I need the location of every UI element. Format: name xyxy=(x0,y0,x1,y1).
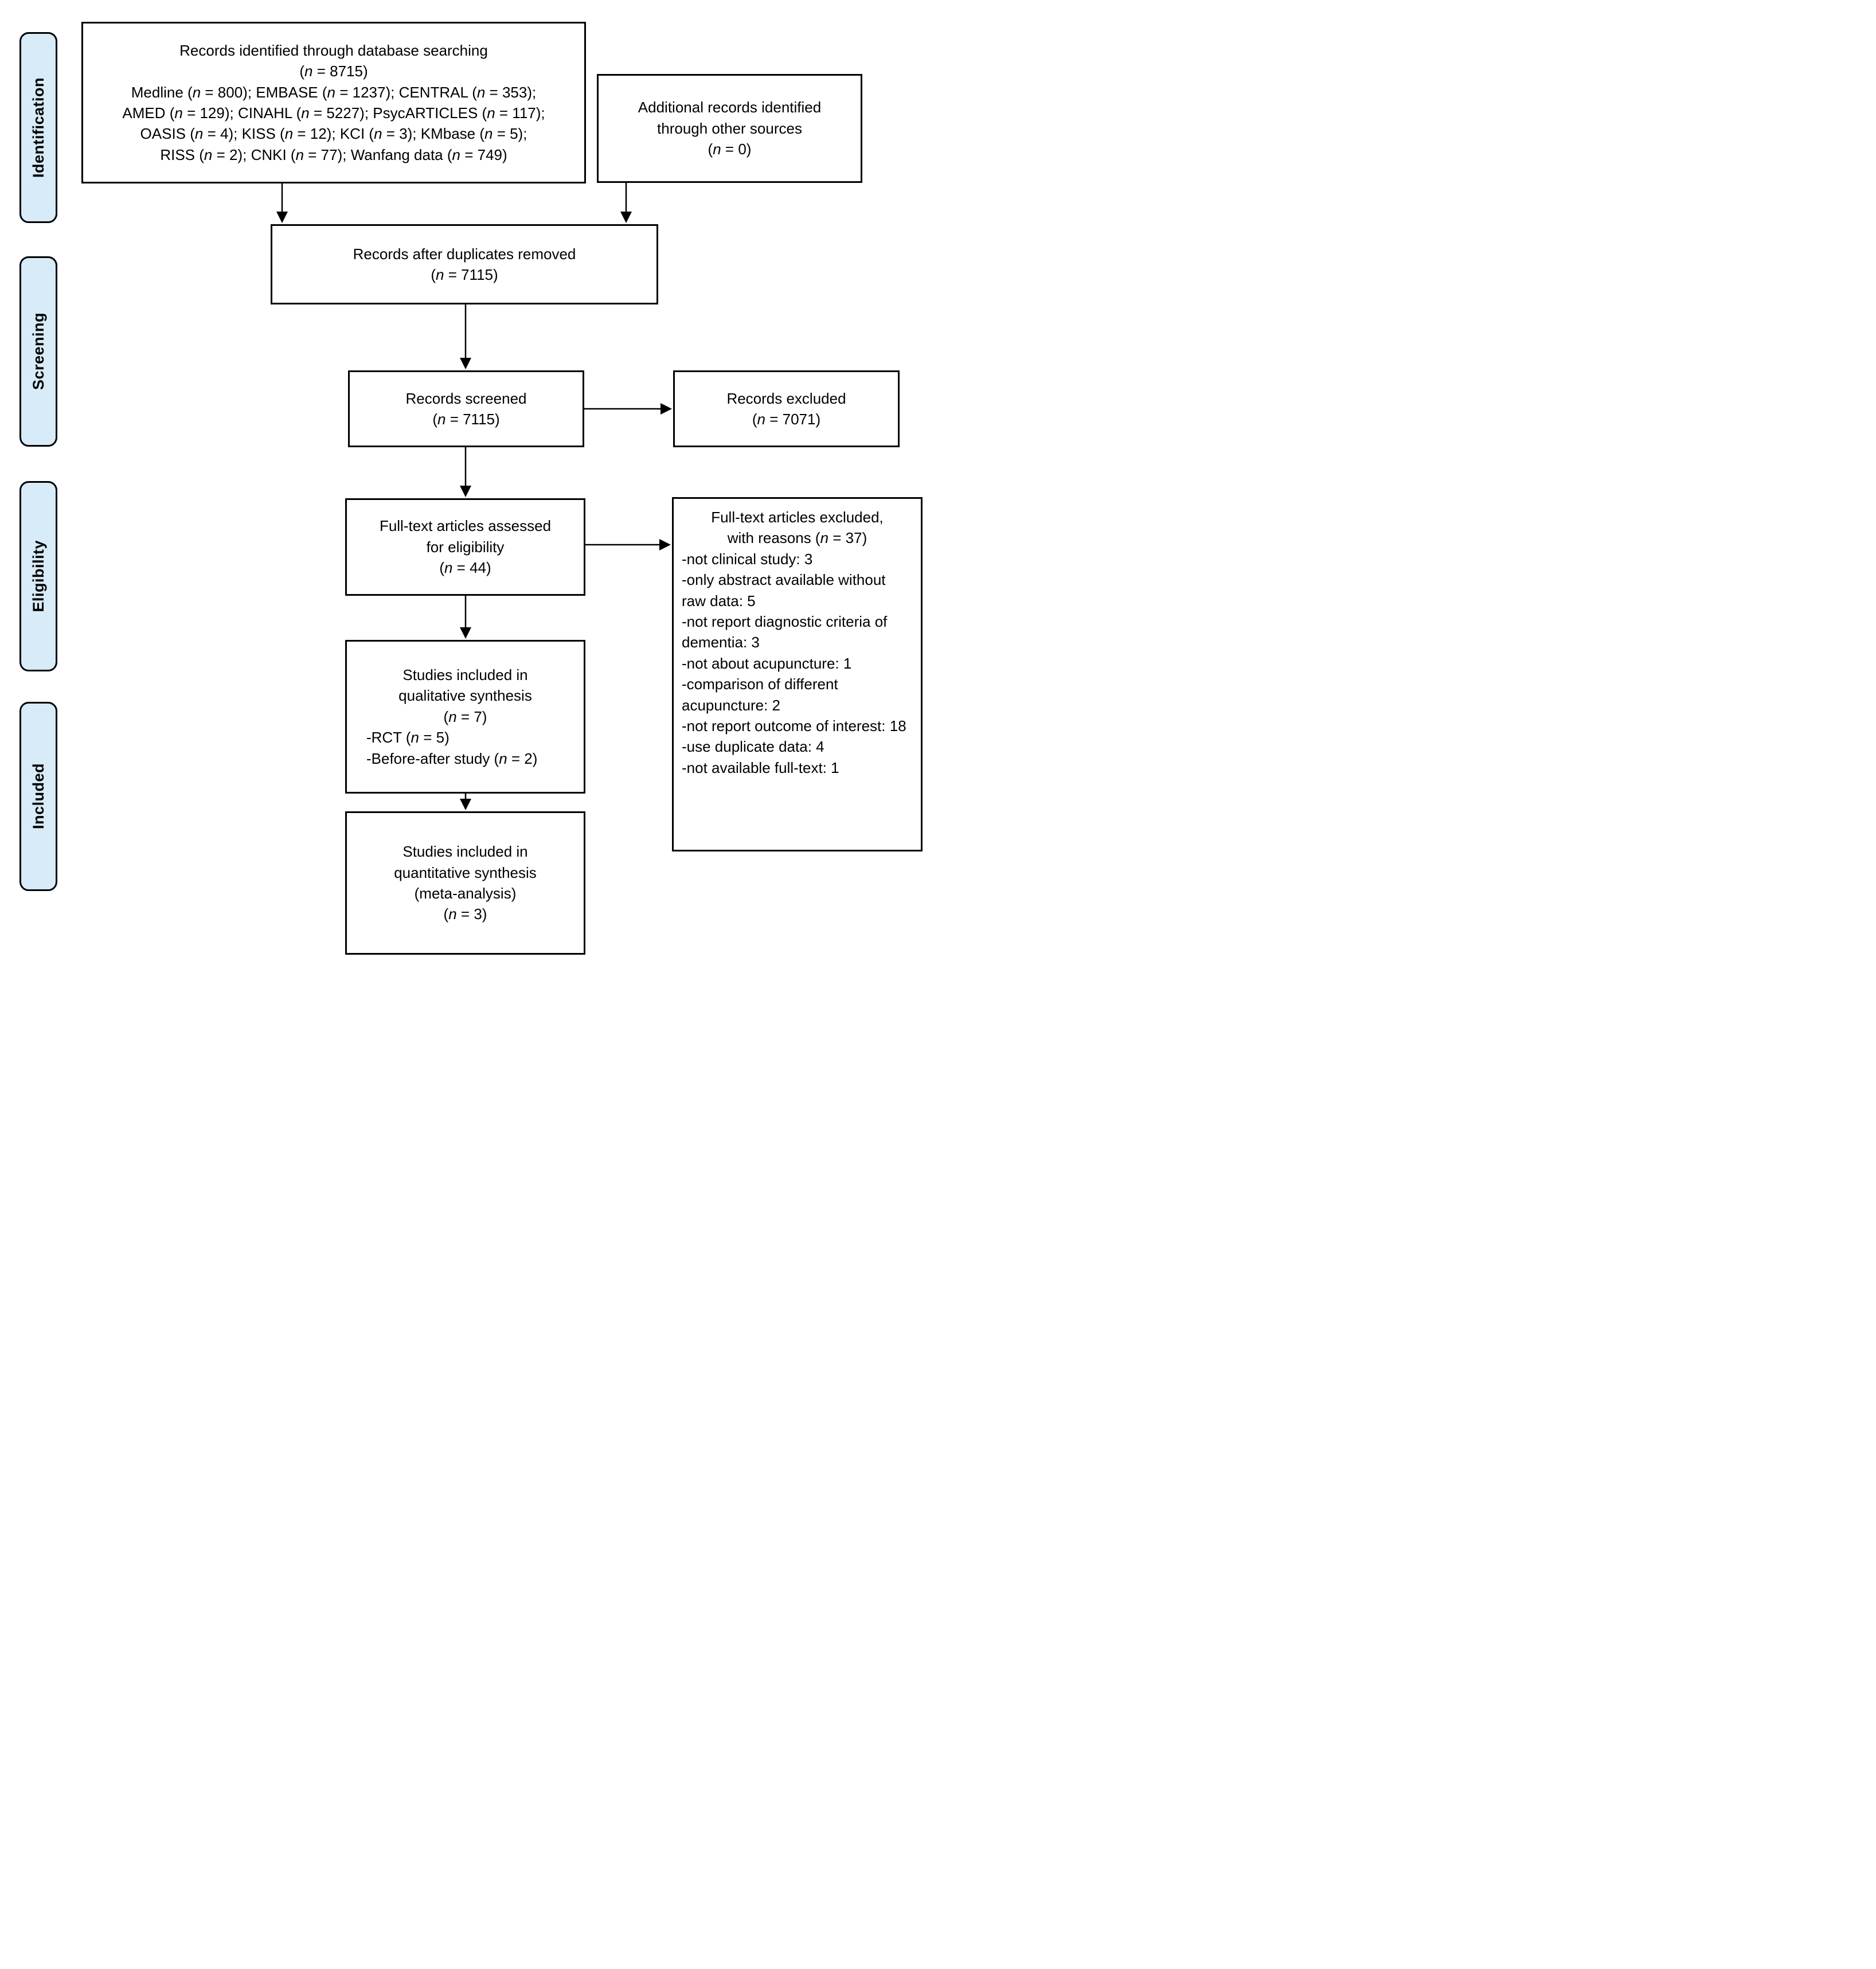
stage-label-text: Included xyxy=(29,763,47,830)
exclusion-reason: -not available full-text: 1 xyxy=(682,759,839,776)
exclusion-reason: -not clinical study: 3 xyxy=(682,550,813,568)
text-line: (n = 0) xyxy=(708,140,752,158)
exclusion-reason: -not report diagnostic criteria of dementia: 3 xyxy=(682,612,888,651)
text-line: Records excluded xyxy=(726,389,846,407)
exclusion-reason: -use duplicate data: 4 xyxy=(682,738,824,756)
text-line: for eligibility xyxy=(426,538,505,556)
box-records-identified xyxy=(81,22,586,183)
text-line: through other sources xyxy=(657,119,802,137)
text-line: Studies included in xyxy=(402,843,528,861)
box-duplicates-removed xyxy=(271,224,658,304)
text-line: Records identified through database searching xyxy=(179,41,488,59)
prisma-flow-diagram xyxy=(0,0,938,984)
text-line: Full-text articles excluded, xyxy=(711,509,884,526)
text-line: qualitative synthesis xyxy=(398,687,532,705)
text-line: with reasons (n = 37) xyxy=(727,529,867,547)
box-fulltext-assessed xyxy=(345,498,585,596)
text-line: (n = 7) xyxy=(443,708,487,725)
text-line: AMED (n = 129); CINAHL (n = 5227); PsycARTICLES (n = 117); xyxy=(122,104,545,122)
text-line: (n = 7115) xyxy=(431,266,498,283)
box-quantitative-synthesis xyxy=(345,811,585,955)
stage-label-eligibility xyxy=(19,481,57,671)
box-qualitative-synthesis xyxy=(345,640,585,794)
box-fulltext-excluded xyxy=(672,497,923,851)
exclusion-reason: -not about acupuncture: 1 xyxy=(682,654,852,672)
text-line: (n = 7071) xyxy=(752,411,821,428)
stage-label-included xyxy=(19,702,57,891)
text-line: Medline (n = 800); EMBASE (n = 1237); CENTRAL (n = 353); xyxy=(131,83,537,101)
stage-label-screening xyxy=(19,256,57,447)
stage-label-text: Screening xyxy=(29,312,47,390)
exclusion-reason: -not report outcome of interest: 18 xyxy=(682,717,906,735)
box-records-excluded xyxy=(673,370,900,447)
box-additional-records xyxy=(597,74,862,183)
text-line: (meta-analysis) xyxy=(414,885,517,902)
text-line: Additional records identified xyxy=(638,99,822,116)
text-line: (n = 3) xyxy=(443,905,487,923)
exclusion-reason: -only abstract available without raw data: 5 xyxy=(682,571,886,610)
text-line: (n = 8715) xyxy=(299,62,368,80)
text-line: Studies included in xyxy=(402,666,528,684)
text-line: OASIS (n = 4); KISS (n = 12); KCI (n = 3); KMbase (n = 5); xyxy=(140,125,527,143)
text-line: quantitative synthesis xyxy=(394,864,537,881)
text-line: Full-text articles assessed xyxy=(379,517,552,535)
study-type-line: -RCT (n = 5) xyxy=(366,729,450,747)
stage-label-text: Eligibility xyxy=(29,540,47,612)
text-line: (n = 44) xyxy=(439,559,491,577)
text-line: (n = 7115) xyxy=(432,411,500,428)
study-type-line: -Before-after study (n = 2) xyxy=(366,749,538,767)
box-records-screened xyxy=(348,370,584,447)
stage-label-identification xyxy=(19,32,57,223)
stage-label-text: Identification xyxy=(29,77,47,178)
text-line: RISS (n = 2); CNKI (n = 77); Wanfang data (n = 749) xyxy=(160,146,507,163)
text-line: Records screened xyxy=(405,389,527,407)
exclusion-reason: -comparison of different acupuncture: 2 xyxy=(682,675,838,714)
text-line: Records after duplicates removed xyxy=(353,245,576,263)
